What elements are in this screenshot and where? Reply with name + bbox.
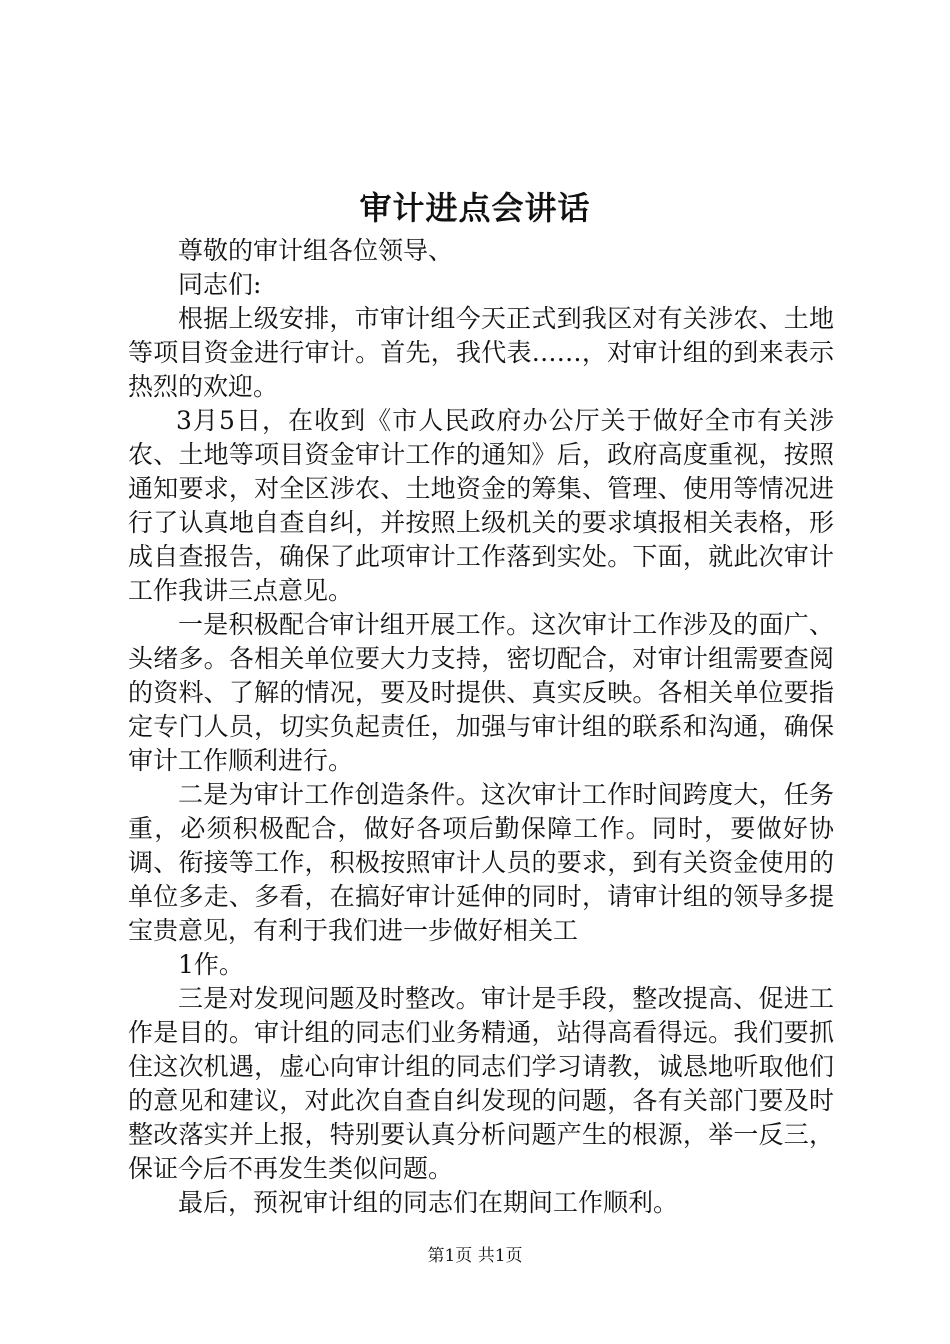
paragraph-point-three: 三是对发现问题及时整改。审计是手段，整改提高、促进工作是目的。审计组的同志们业务精通，站得高看得远。我们要抓住这次机遇，虚心向审计组的同志们学习请教，诚恳地听取他们的意见和建议，对此次自查自纠发现的问题，各有关部门要及时整改落实并上报，特别要认真分析问题产生的根源，举一反三，保证今后不再发生类似问题。: [128, 984, 834, 1183]
salutation-line-1: 尊敬的审计组各位领导、: [178, 236, 454, 265]
document-body: [128, 234, 834, 1220]
paragraph-point-one: 一是积极配合审计组开展工作。这次审计工作涉及的面广、头绪多。各相关单位要大力支持，密切配合，对审计组需要查阅的资料、了解的情况，要及时提供、真实反映。各相关单位要指定专门人员，切实负起责任，加强与审计组的联系和沟通，确保审计工作顺利进行。: [128, 610, 834, 775]
paragraph-point-two: 二是为审计工作创造条件。这次审计工作时间跨度大，任务重，必须积极配合，做好各项后勤保障工作。同时，要做好协调、衔接等工作，积极按照审计人员的要求，到有关资金使用的单位多走、多看，在搞好审计延伸的同时，请审计组的领导多提宝贵意见，有利于我们进一步做好相关工: [128, 780, 834, 945]
page-footer: 第1页 共1页: [427, 1246, 523, 1266]
paragraph-intro: 根据上级安排，市审计组今天正式到我区对有关涉农、土地等项目资金进行审计。首先，我代表……，对审计组的到来表示热烈的欢迎。: [128, 304, 834, 401]
paragraph-closing: 最后，预祝审计组的同志们在期间工作顺利。: [178, 1188, 679, 1217]
salutation-line-2: 同志们:: [178, 270, 262, 299]
document-title: 审计进点会讲话: [359, 189, 591, 227]
paragraph-point-two-continued: 1作。: [178, 950, 244, 979]
paragraph-background: 3月5日，在收到《市人民政府办公厅关于做好全市有关涉农、土地等项目资金审计工作的通知》后，政府高度重视，按照通知要求，对全区涉农、土地资金的筹集、管理、使用等情况进行了认真地自查自纠，并按照上级机关的要求填报相关表格，形成自查报告，确保了此项审计工作落到实处。下面，就此次审计工作我讲三点意见。: [128, 406, 834, 605]
